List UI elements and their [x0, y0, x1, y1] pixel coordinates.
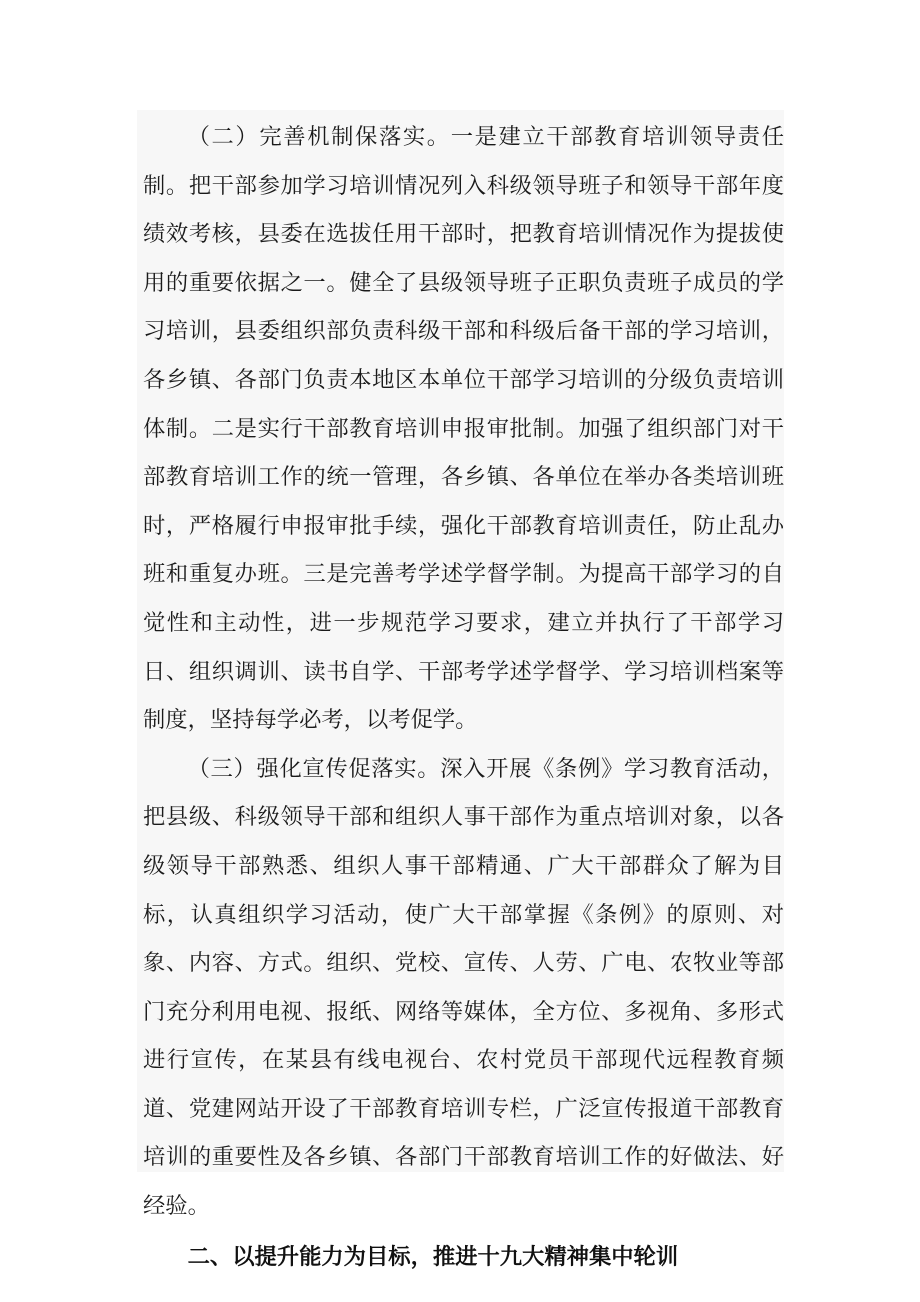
section-heading: 二、以提升能力为目标，推进十九大精神集中轮训 — [187, 1243, 679, 1270]
text-block — [137, 110, 784, 1270]
paragraph-publicity: （三）强化宣传促落实。深入开展《条例》学习教育活动，把县级、科级领导干部和组织人事干部作为重点培训对象，以各级领导干部熟悉、组织人事干部精通、广大干部群众了解为目标，认真组织学习活动，使广大干部掌握《条例》的原则、对象、内容、方式。组织、党校、宣传、人劳、广电、农牧业等部门充分利用电视、报纸、网络等媒体，全方位、多视角、多形式进行宣传，在某县有线电视台、农村党员干部现代远程教育频道、党建网站开设了干部教育培训专栏，广泛宣传报道干部教育培训的重要性及各乡镇、各部门干部教育培训工作的好做法、好经验。 — [143, 755, 784, 1220]
paragraph-mechanism: （二）完善机制保落实。一是建立干部教育培训领导责任制。把干部参加学习培训情况列入科级领导班子和领导干部年度绩效考核，县委在选拔任用干部时，把教育培训情况作为提拔使用的重要依据之一。健全了县级领导班子正职负责班子成员的学习培训，县委组织部负责科级干部和科级后备干部的学习培训，各乡镇、各部门负责本地区本单位干部学习培训的分级负责培训体制。二是实行干部教育培训申报审批制。加强了组织部门对干部教育培训工作的统一管理，各乡镇、各单位在举办各类培训班时，严格履行申报审批手续，强化干部教育培训责任，防止乱办班和重复办班。三是完善考学述学督学制。为提高干部学习的自觉性和主动性，进一步规范学习要求，建立并执行了干部学习日、组织调训、读书自学、干部考学述学督学、学习培训档案等制度，坚持每学必考，以考促学。 — [143, 124, 784, 734]
